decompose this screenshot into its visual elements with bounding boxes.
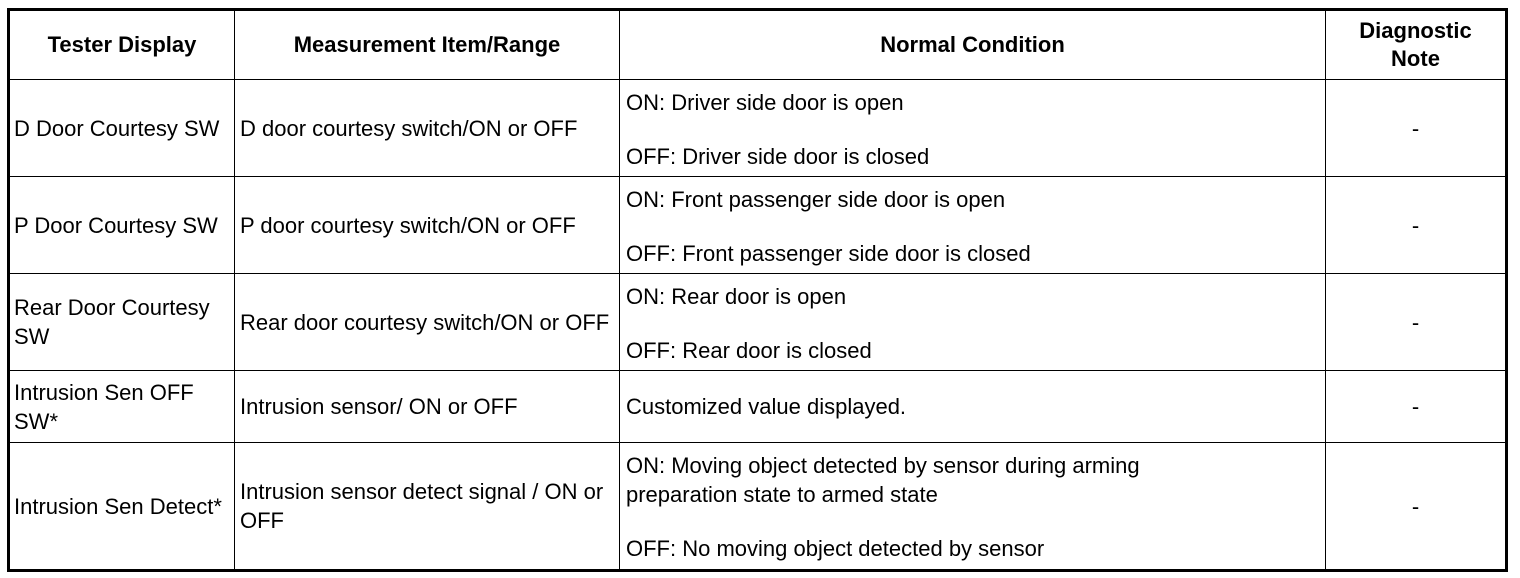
tester-display-cell: Intrusion Sen OFF SW* <box>9 371 235 443</box>
measurement-cell: P door courtesy switch/ON or OFF <box>235 177 620 274</box>
table-row <box>9 274 1507 371</box>
condition-on-text: ON: Driver side door is open <box>626 90 904 115</box>
diagnostic-note-cell: - <box>1326 80 1507 177</box>
table-row <box>9 371 1507 443</box>
tester-display-cell: P Door Courtesy SW <box>9 177 235 274</box>
measurement-cell: D door courtesy switch/ON or OFF <box>235 80 620 177</box>
header-row <box>9 10 1507 80</box>
condition-on-text: ON: Rear door is open <box>626 284 847 309</box>
data-list-table <box>7 8 1508 572</box>
diagnostic-note-cell: - <box>1326 443 1507 571</box>
condition-on-text: ON: Moving object detected by sensor during arming preparation state to armed state <box>626 453 1140 507</box>
normal-condition-cell <box>620 274 1326 371</box>
tester-display-cell: D Door Courtesy SW <box>9 80 235 177</box>
diagnostic-note-cell: - <box>1326 177 1507 274</box>
measurement-cell: Intrusion sensor/ ON or OFF <box>235 371 620 443</box>
diagnostic-note-cell: - <box>1326 274 1507 371</box>
normal-condition-cell <box>620 443 1326 571</box>
condition-off-text: OFF: No moving object detected by sensor <box>626 536 1045 561</box>
tester-display-cell: Rear Door Courtesy SW <box>9 274 235 371</box>
header-normal-condition: Normal Condition <box>620 10 1326 80</box>
header-diagnostic-note: Diagnostic Note <box>1326 10 1507 80</box>
condition-text: Customized value displayed. <box>626 394 907 419</box>
condition-off-text: OFF: Driver side door is closed <box>626 144 930 169</box>
normal-condition-cell <box>620 80 1326 177</box>
normal-condition-cell <box>620 371 1326 443</box>
measurement-cell: Intrusion sensor detect signal / ON or OFF <box>235 443 620 571</box>
table-row <box>9 443 1507 571</box>
condition-on-text: ON: Front passenger side door is open <box>626 187 1006 212</box>
diagnostic-note-cell: - <box>1326 371 1507 443</box>
condition-off-text: OFF: Rear door is closed <box>626 338 872 363</box>
header-measurement-item-range: Measurement Item/Range <box>235 10 620 80</box>
condition-off-text: OFF: Front passenger side door is closed <box>626 241 1031 266</box>
table-row <box>9 177 1507 274</box>
header-tester-display: Tester Display <box>9 10 235 80</box>
normal-condition-cell <box>620 177 1326 274</box>
tester-display-cell: Intrusion Sen Detect* <box>9 443 235 571</box>
table-row <box>9 80 1507 177</box>
measurement-cell: Rear door courtesy switch/ON or OFF <box>235 274 620 371</box>
